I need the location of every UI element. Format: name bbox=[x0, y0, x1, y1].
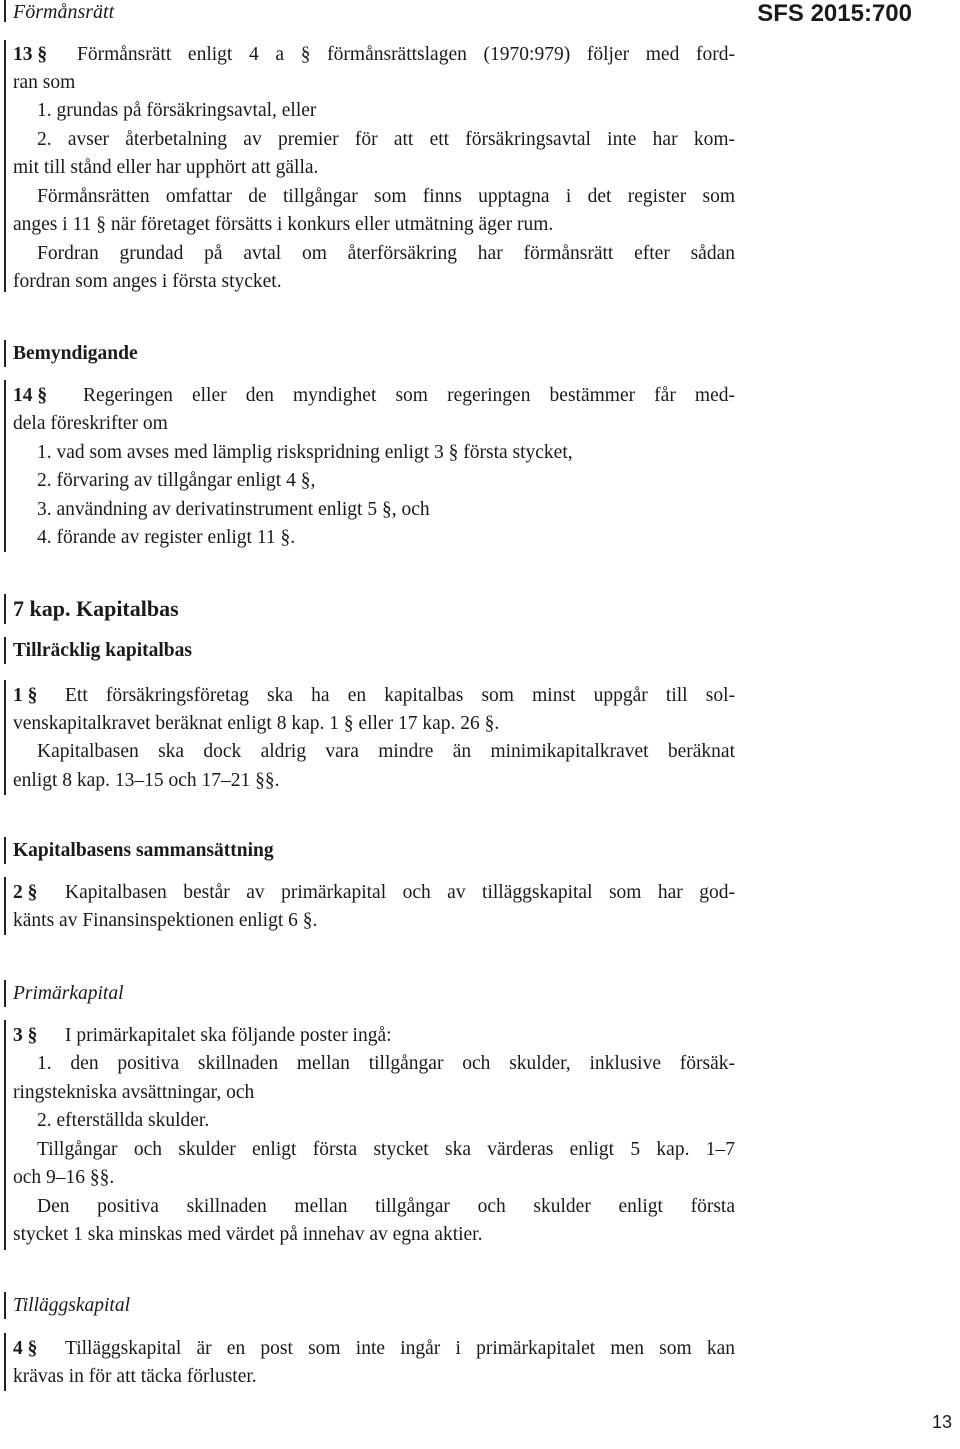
section-heading: Kapitalbasens sammansättning bbox=[13, 840, 274, 861]
para-1-line-3: Kapitalbasen ska dock aldrig vara mindre än minimikapitalkravet beräknat bbox=[37, 741, 735, 762]
para-2-line-2: känts av Finansinspektionen enligt 6 §. bbox=[13, 910, 318, 931]
change-bar bbox=[4, 680, 6, 795]
para-14-line-5: 3. användning av derivatinstrument enligt 5 §, och bbox=[37, 499, 430, 520]
para-13-line-4: 2. avser återbetalning av premier för att ett försäkringsavtal inte har kom- bbox=[37, 129, 735, 150]
section-number: 13 § bbox=[13, 44, 48, 65]
para-4-line-1: 4 § Tilläggskapital är en post som inte ingår i primärkapitalet men som kan bbox=[13, 1338, 735, 1359]
change-bar bbox=[4, 380, 6, 552]
para-14-line-6: 4. förande av register enligt 11 §. bbox=[37, 527, 296, 548]
change-bar bbox=[4, 877, 6, 935]
para-3-line-4: 2. efterställda skulder. bbox=[37, 1110, 210, 1131]
change-bar bbox=[4, 1333, 6, 1391]
para-3-line-5: Tillgångar och skulder enligt första stycket ska värderas enligt 5 kap. 1–7 bbox=[37, 1139, 735, 1160]
change-bar bbox=[4, 1292, 6, 1319]
change-bar bbox=[4, 40, 6, 292]
section-heading: Tillräcklig kapitalbas bbox=[13, 640, 192, 661]
para-1-line-1: 1 § Ett försäkringsföretag ska ha en kapitalbas som minst uppgår till sol- bbox=[13, 685, 735, 706]
para-13-line-8: Fordran grundad på avtal om återförsäkring har förmånsrätt efter sådan bbox=[37, 243, 735, 264]
running-title: Förmånsrätt bbox=[13, 1, 115, 23]
section-number: 3 § bbox=[13, 1025, 38, 1046]
section-number: 4 § bbox=[13, 1338, 38, 1359]
section-number: 2 § bbox=[13, 882, 38, 903]
para-14-line-3: 1. vad som avses med lämplig riskspridning enligt 3 § första stycket, bbox=[37, 442, 573, 463]
para-14-line-2: dela föreskrifter om bbox=[13, 413, 168, 434]
para-3-line-8: stycket 1 ska minskas med värdet på innehav av egna aktier. bbox=[13, 1224, 483, 1245]
sfs-number: SFS 2015:700 bbox=[757, 0, 912, 27]
para-3-line-2: 1. den positiva skillnaden mellan tillgångar och skulder, inklusive försäk- bbox=[37, 1053, 735, 1074]
section-heading: Primärkapital bbox=[13, 983, 124, 1004]
para-13-line-6: Förmånsrätten omfattar de tillgångar som finns upptagna i det register som bbox=[37, 186, 735, 207]
change-bar bbox=[4, 0, 6, 22]
section-heading: Tilläggskapital bbox=[13, 1295, 131, 1316]
para-4-line-2: krävas in för att täcka förluster. bbox=[13, 1366, 257, 1387]
section-number: 14 § bbox=[13, 385, 48, 406]
para-13-line-7: anges i 11 § när företaget försätts i konkurs eller utmätning äger rum. bbox=[13, 214, 554, 235]
change-bar bbox=[4, 594, 6, 624]
para-13-line-2: ran som bbox=[13, 72, 76, 93]
chapter-title: 7 kap. Kapitalbas bbox=[13, 596, 179, 621]
para-13-line-3: 1. grundas på försäkringsavtal, eller bbox=[37, 100, 317, 121]
change-bar bbox=[4, 1020, 6, 1250]
para-13-line-9: fordran som anges i första stycket. bbox=[13, 271, 282, 292]
para-3-line-1: 3 § I primärkapitalet ska följande poster ingå: bbox=[13, 1025, 392, 1046]
para-3-line-7: Den positiva skillnaden mellan tillgångar och skulder enligt första bbox=[37, 1196, 735, 1217]
change-bar bbox=[4, 980, 6, 1007]
para-14-line-4: 2. förvaring av tillgångar enligt 4 §, bbox=[37, 470, 316, 491]
change-bar bbox=[4, 837, 6, 864]
para-14-line-1: 14 § Regeringen eller den myndighet som regeringen bestämmer får med- bbox=[13, 385, 735, 406]
section-number: 1 § bbox=[13, 685, 38, 706]
para-2-line-1: 2 § Kapitalbasen består av primärkapital och av tilläggskapital som har god- bbox=[13, 882, 735, 903]
para-1-line-4: enligt 8 kap. 13–15 och 17–21 §§. bbox=[13, 770, 280, 791]
change-bar bbox=[4, 340, 6, 367]
para-3-line-6: och 9–16 §§. bbox=[13, 1167, 115, 1188]
para-3-line-3: ringstekniska avsättningar, och bbox=[13, 1082, 255, 1103]
change-bar bbox=[4, 637, 6, 664]
section-heading: Bemyndigande bbox=[13, 343, 138, 364]
para-13-line-5: mit till stånd eller har upphört att gälla. bbox=[13, 157, 319, 178]
para-13-line-1-text: Förmånsrätt enligt 4 a § förmånsrättslagen (1970:979) följer med ford- bbox=[77, 44, 735, 65]
para-1-line-2: venskapitalkravet beräknat enligt 8 kap. 1 § eller 17 kap. 26 §. bbox=[13, 713, 500, 734]
page-number: 13 bbox=[931, 1412, 952, 1432]
para-13-line-1 bbox=[13, 45, 735, 65]
